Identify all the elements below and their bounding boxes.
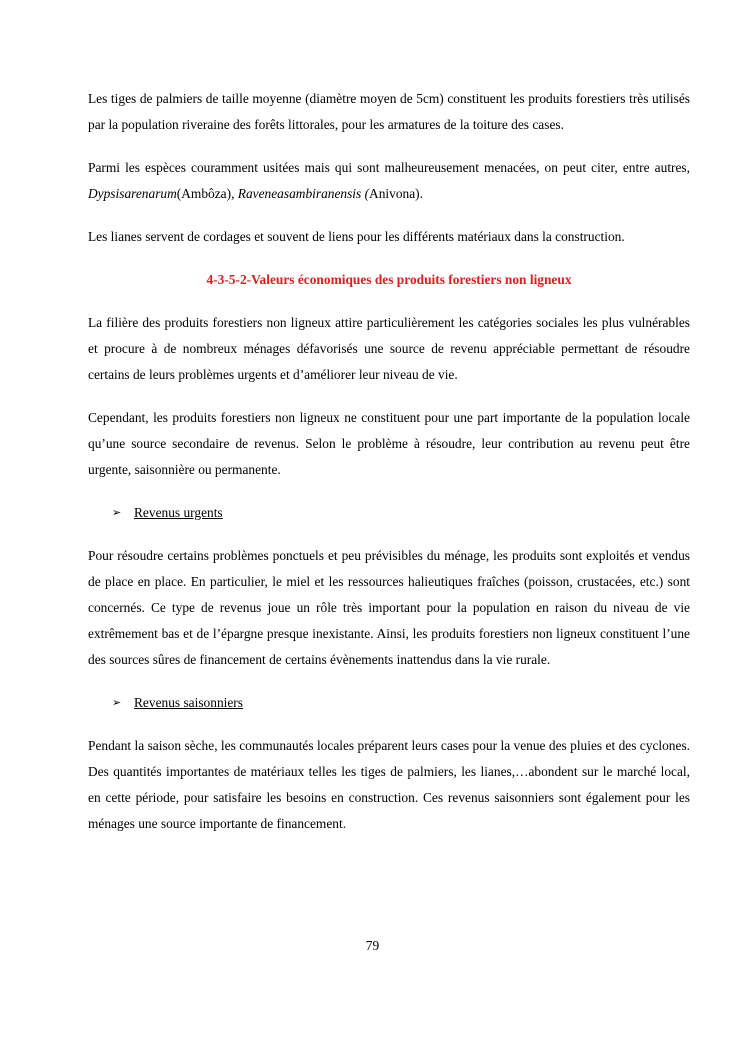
arrow-bullet-icon: ➢ [112,697,122,709]
section-heading: 4-3-5-2-Valeurs économiques des produits forestiers non ligneux [206,272,572,287]
paragraph-seasonal-income: Pendant la saison sèche, les communautés locales préparent leurs cases pour la venue des pluies et des cyclones. Des quantités importantes de matériaux telles les tiges de palmiers, les lianes,…abondent sur le marché local, en cette période, pour satisfaire les besoins en construction. Ces revenus saisonniers sont également pour les ménages une source importante de financement. [88,738,690,831]
species-name-ravenea: Raveneasambiranensis ( [237,186,370,201]
species-text-intro: Parmi les espèces couramment usitées mais qui sont malheureusement menacées, on peut citer, entre autres, [88,160,690,175]
bullet-label-urgent: Revenus urgents [134,505,223,520]
paragraph-sector-overview: La filière des produits forestiers non ligneux attire particulièrement les catégories sociales les plus vulnérables et procure à de nombreux ménages défavorisés une source de revenu appréciable permettant de résoudre certains de leurs problèmes urgents et d’améliorer leur niveau de vie. [88,315,690,382]
species-name-dypsis: Dypsisarenarum [88,186,177,201]
paragraph-secondary-income: Cependant, les produits forestiers non ligneux ne constituent pour une part importante de la population locale qu’une source secondaire de revenus. Selon le problème à résoudre, leur contribution au revenu peut être urgente, saisonnière ou permanente. [88,410,690,477]
paragraph-lianas: Les lianes servent de cordages et souvent de liens pour les différents matériaux dans la construction. [88,229,625,244]
paragraph-threatened-species [88,155,690,207]
document-page [88,86,690,837]
paragraph-urgent-income: Pour résoudre certains problèmes ponctuels et peu prévisibles du ménage, les produits sont exploités et vendus de place en place. En particulier, le miel et les ressources halieutiques fraîches (poisson, crustacées, etc.) sont concernés. Ce type de revenus joue un rôle très important pour la population en raison du niveau de vie extrêmement bas et de l’épargne presque inexistante. Ainsi, les produits forestiers non ligneux constituent l’une des sources sûres de financement de certains évènements inattendus dans la vie rurale. [88,548,690,667]
local-name-amboza: (Ambôza), [176,186,238,201]
bullet-seasonal-income [112,690,690,716]
local-name-anivona: Anivona). [369,186,423,201]
bullet-label-seasonal: Revenus saisonniers [134,695,243,710]
page-number: 79 [365,938,380,953]
bullet-urgent-income [112,500,690,526]
arrow-bullet-icon: ➢ [112,507,122,519]
paragraph-palm-stems: Les tiges de palmiers de taille moyenne (diamètre moyen de 5cm) constituent les produits forestiers très utilisés par la population riveraine des forêts littorales, pour les armatures de la toiture des cases. [88,91,690,132]
